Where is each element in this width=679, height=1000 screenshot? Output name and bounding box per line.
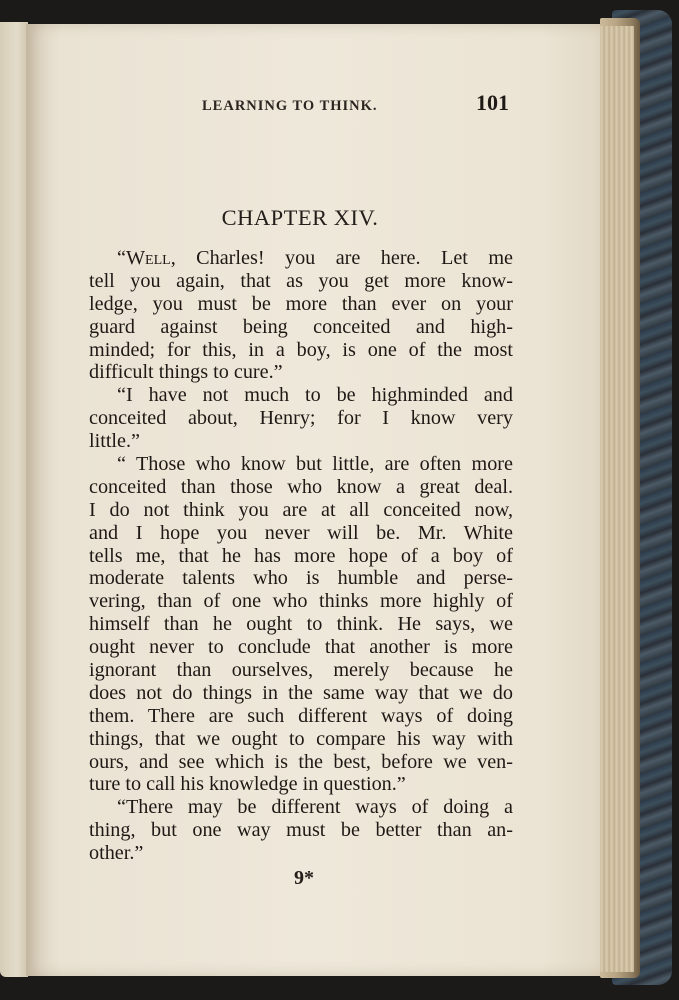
- body-text: [89, 247, 513, 865]
- text-line: tell you again, that as you get more know-: [89, 269, 513, 292]
- text-line: ignorant than ourselves, merely because he: [89, 659, 513, 682]
- text-line: I do not think you are at all conceited now,: [89, 498, 513, 521]
- text-line: tells me, that he has more hope of a boy of: [89, 544, 513, 567]
- text-line: “ Those who know but little, are often more: [117, 453, 513, 476]
- text-line: ture to call his knowledge in question.”: [89, 773, 406, 796]
- text-line: difficult things to cure.”: [89, 361, 283, 384]
- page-edges: [596, 26, 634, 972]
- text-line: little.”: [89, 430, 141, 453]
- text-line: guard against being conceited and high-: [89, 315, 513, 338]
- text-line: minded; for this, in a boy, is one of the most: [89, 338, 513, 361]
- text-line: vering, than of one who thinks more highly of: [89, 590, 513, 613]
- text-line: “I have not much to be highminded and: [117, 384, 513, 407]
- text-line: moderate talents who is humble and perse-: [89, 567, 513, 590]
- text-line: them. There are such different ways of doing: [89, 704, 513, 727]
- previous-page-edge: [0, 22, 28, 977]
- text-line: and I hope you never will be. Mr. White: [89, 521, 513, 544]
- text-line: ours, and see which is the best, before we ven-: [89, 750, 513, 773]
- text-line: “Well, Charles! you are here. Let me: [117, 247, 513, 269]
- signature-mark: 9*: [294, 867, 314, 889]
- text-line: conceited about, Henry; for I know very: [89, 407, 513, 430]
- text-line: himself than he ought to think. He says, we: [89, 613, 513, 636]
- running-head: LEARNING TO THINK.: [202, 98, 378, 114]
- text-line: does not do things in the same way that we do: [89, 681, 513, 704]
- text-line: things, that we ought to compare his way with: [89, 727, 513, 750]
- text-line: ledge, you must be more than ever on your: [89, 292, 513, 315]
- text-line: “There may be different ways of doing a: [117, 796, 513, 819]
- chapter-title: CHAPTER XIV.: [221, 205, 379, 230]
- text-line: ought never to conclude that another is more: [89, 636, 513, 659]
- text-line: conceited than those who know a great deal.: [89, 475, 513, 498]
- text-line: other.”: [89, 842, 144, 865]
- page-number: 101: [476, 90, 509, 115]
- text-line: thing, but one way must be better than an-: [89, 819, 513, 842]
